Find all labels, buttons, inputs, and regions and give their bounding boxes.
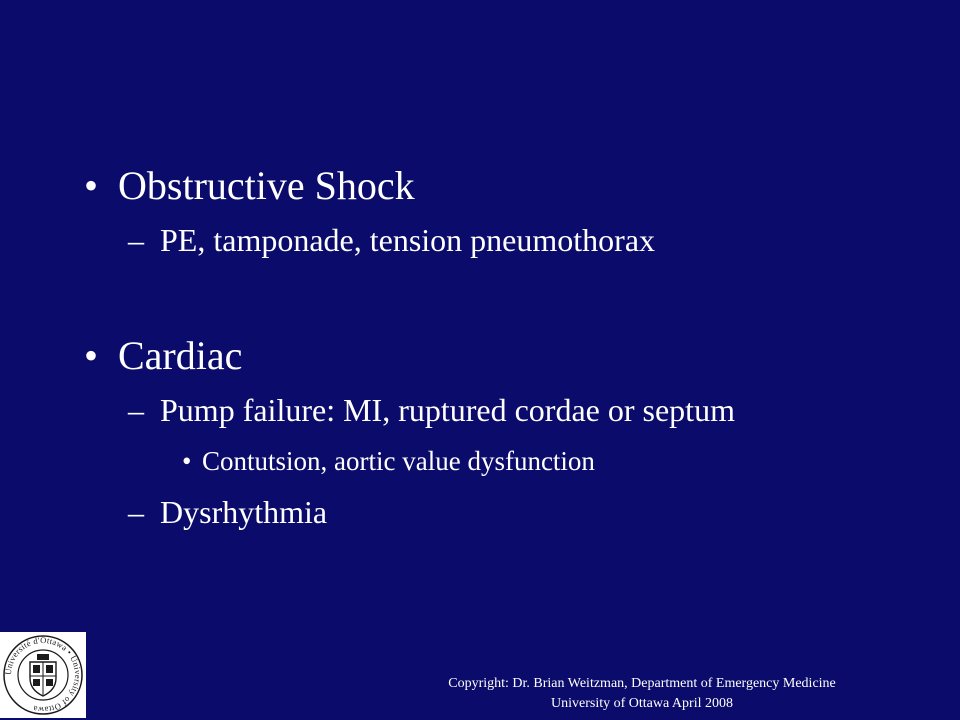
bullet-marker: • [84,163,99,208]
dash-marker: – [128,222,144,258]
bullet-marker: • [182,446,192,476]
affiliation-text: University of Ottawa April 2008 [551,696,733,711]
dash-marker: – [128,392,144,428]
slide-footer [382,674,902,714]
sub-bullet-text: Dysrhythmia [160,494,328,530]
sub-bullet-text: PE, tamponade, tension pneumothorax [160,222,656,258]
copyright-text: Copyright: Dr. Brian Weitzman, Department of Emergency Medicine [448,676,836,691]
svg-text:Université d'Ottawa • Universi: Université d'Ottawa • University of Ottawa [2,634,84,716]
dash-marker: – [128,494,144,530]
sub-bullet-text: Pump failure: MI, ruptured cordae or septum [160,392,735,428]
university-seal-logo [0,632,86,718]
university-seal-icon [0,632,86,718]
bullet-marker: • [84,333,99,378]
bullet-text: Cardiac [118,333,243,378]
sub-sub-bullet-text: Contutsion, aortic value dysfunction [202,446,595,476]
bullet-text: Obstructive Shock [118,163,415,208]
